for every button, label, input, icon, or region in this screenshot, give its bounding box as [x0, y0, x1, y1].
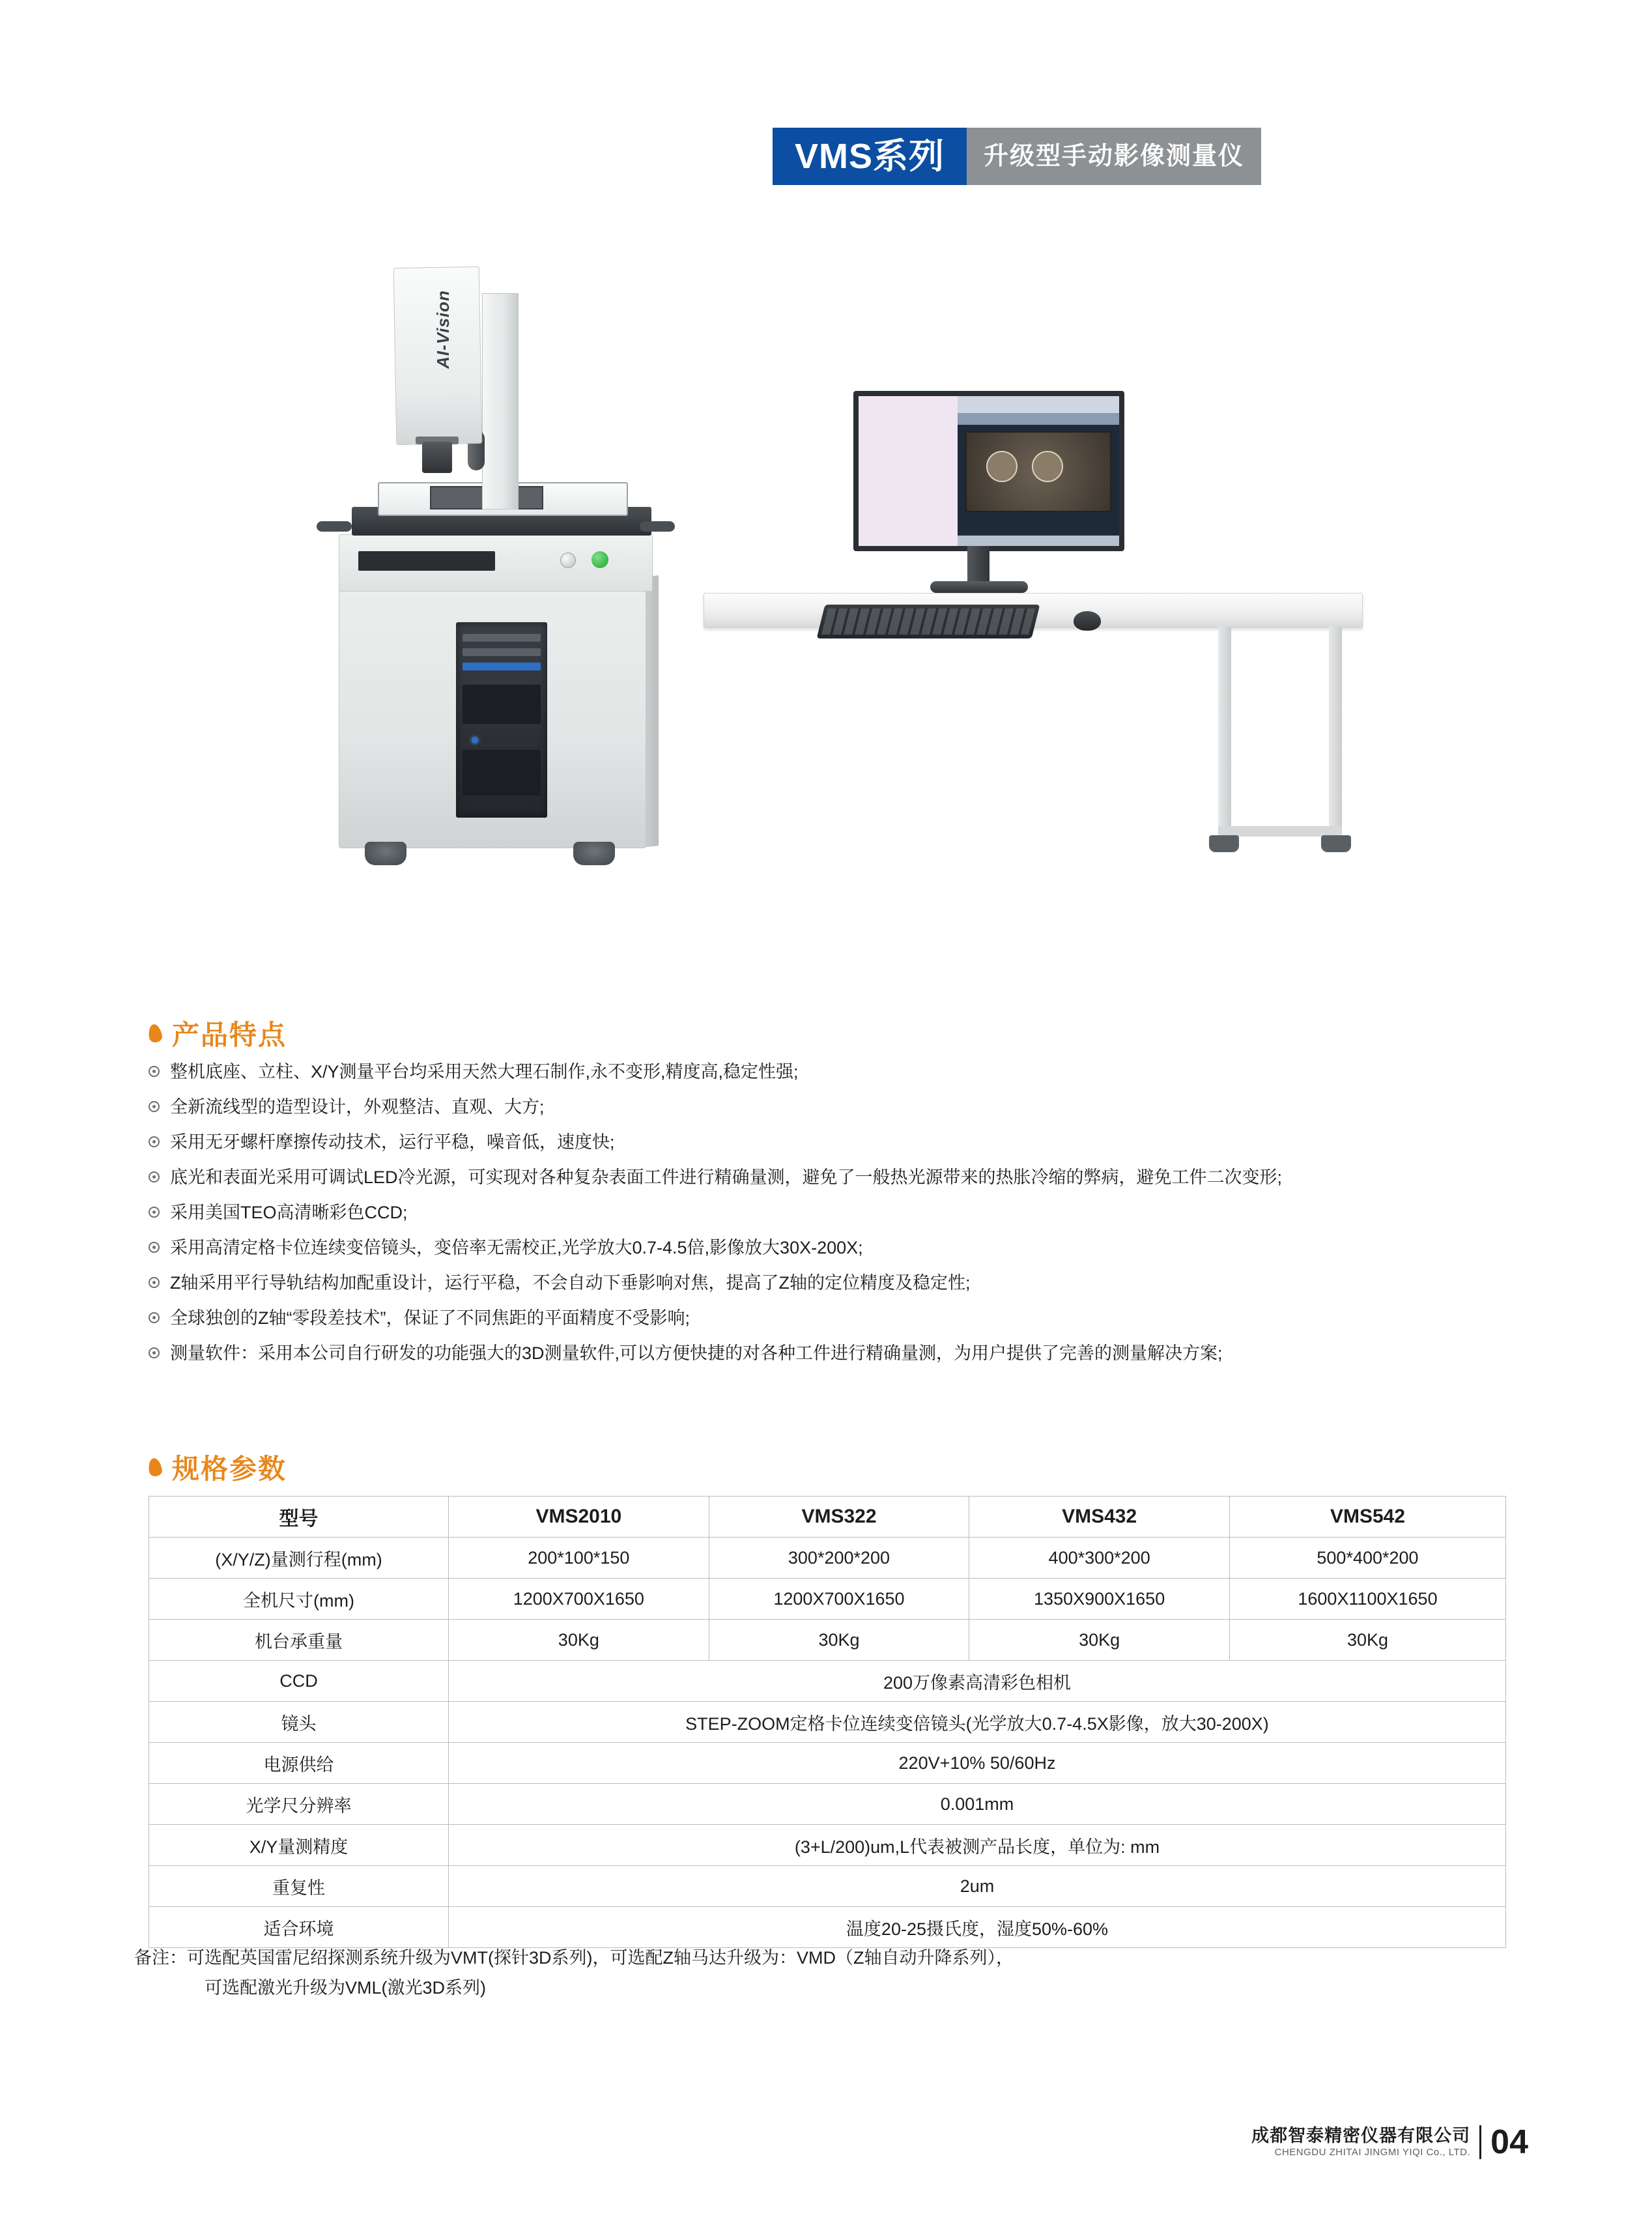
software-toolbar	[958, 396, 1119, 413]
row-label: 全机尺寸(mm)	[149, 1579, 449, 1620]
list-item	[149, 1195, 1556, 1230]
footer-divider	[1479, 2125, 1481, 2159]
software-left-panel	[859, 396, 958, 546]
pc-mesh-panel	[463, 685, 541, 724]
software-status-bar	[958, 536, 1119, 546]
row-label: X/Y量测精度	[149, 1825, 449, 1866]
series-subtitle: 升级型手动影像测量仪	[967, 128, 1261, 185]
column-header: VMS542	[1229, 1497, 1505, 1538]
cell-value: 1350X900X1650	[969, 1579, 1230, 1620]
table-row	[149, 1579, 1506, 1620]
measured-circle	[1032, 451, 1063, 482]
product-photo	[339, 195, 1355, 977]
machine-foot-right	[573, 842, 615, 865]
control-panel-strip	[358, 551, 495, 571]
keyboard-keys	[821, 609, 1035, 635]
series-title: VMS系列	[773, 128, 967, 185]
cell-value: (3+L/200)um,L代表被测产品长度，单位为: mm	[449, 1825, 1506, 1866]
cell-value: 500*400*200	[1229, 1538, 1505, 1579]
row-label: 镜头	[149, 1702, 449, 1743]
column-header: VMS322	[709, 1497, 969, 1538]
pc-power-led	[472, 737, 478, 743]
cell-value: 0.001mm	[449, 1784, 1506, 1825]
table-header-row	[149, 1497, 1506, 1538]
stage-knob-right	[640, 521, 675, 532]
pc-lower-panel	[463, 750, 541, 796]
row-label: 电源供给	[149, 1743, 449, 1784]
ring-bullet-icon	[149, 1171, 160, 1182]
cell-value: 30Kg	[449, 1620, 709, 1661]
ring-bullet-icon	[149, 1242, 160, 1253]
ring-bullet-icon	[149, 1207, 160, 1218]
cell-value: 220V+10% 50/60Hz	[449, 1743, 1506, 1784]
company-name-cn: 成都智泰精密仪器有限公司	[1251, 2125, 1471, 2145]
feature-text: 底光和表面光采用可调试LED冷光源，可实现对各种复杂表面工件进行精确量测，避免了一般热光源带来的热胀冷缩的弊病，避免工件二次变形;	[170, 1168, 1283, 1187]
desk-foot-left	[1209, 835, 1239, 852]
cell-value: 1600X1100X1650	[1229, 1579, 1505, 1620]
list-item	[149, 1160, 1556, 1195]
specs-note	[134, 1943, 1502, 2003]
feature-text: 测量软件：采用本公司自行研发的功能强大的3D测量软件,可以方便快捷的对各种工件进行精确量测，为用户提供了完善的测量解决方案;	[170, 1343, 1223, 1363]
ring-bullet-icon	[149, 1101, 160, 1112]
software-live-image	[965, 431, 1111, 512]
specifications-table	[149, 1496, 1506, 1948]
cell-value: 30Kg	[1229, 1620, 1505, 1661]
features-title-text: 产品特点	[172, 1020, 287, 1050]
cell-value: 200万像素高清彩色相机	[449, 1661, 1506, 1702]
row-label: 重复性	[149, 1866, 449, 1907]
cell-value: 300*200*200	[709, 1538, 969, 1579]
measured-circle	[986, 451, 1018, 482]
table-row	[149, 1538, 1506, 1579]
company-block	[1251, 2125, 1470, 2160]
cell-value: 2um	[449, 1866, 1506, 1907]
table-row	[149, 1784, 1506, 1825]
row-label: 光学尺分辨率	[149, 1784, 449, 1825]
column-header: VMS2010	[449, 1497, 709, 1538]
drop-icon	[147, 1023, 164, 1043]
feature-text: 采用美国TEO高清晰彩色CCD;	[170, 1203, 408, 1222]
ring-bullet-icon	[149, 1277, 160, 1288]
ring-bullet-icon	[149, 1312, 160, 1323]
pc-tower	[456, 622, 547, 818]
feature-text: Z轴采用平行导轨结构加配重设计，运行平稳，不会自动下垂影响对焦，提高了Z轴的定位精度及稳定性;	[170, 1273, 971, 1293]
table-row	[149, 1661, 1506, 1702]
list-item	[149, 1336, 1556, 1371]
list-item	[149, 1054, 1556, 1089]
cell-value: 1200X700X1650	[709, 1579, 969, 1620]
list-item	[149, 1125, 1556, 1160]
feature-text: 全球独创的Z轴“零段差技术”，保证了不同焦距的平面精度不受影响;	[170, 1308, 690, 1328]
stage-knob-left	[317, 521, 352, 532]
specs-section-title	[149, 1448, 287, 1487]
control-knob	[560, 552, 576, 568]
monitor-stand-base	[930, 581, 1028, 593]
page-number: 04	[1490, 2123, 1528, 2161]
machine-foot-left	[365, 842, 406, 865]
mouse	[1074, 611, 1101, 631]
company-name-en: CHENGDU ZHITAI JINGMI YIQI Co., LTD.	[1274, 2147, 1471, 2158]
column-header: VMS432	[969, 1497, 1230, 1538]
ring-bullet-icon	[149, 1136, 160, 1147]
desk-leg-right	[1329, 627, 1342, 842]
feature-text: 整机底座、立柱、X/Y测量平台均采用天然大理石制作,永不变形,精度高,稳定性强;	[170, 1062, 799, 1082]
software-secondary-toolbar	[958, 413, 1119, 425]
column-header: 型号	[149, 1497, 449, 1538]
note-line-1: 备注：可选配英国雷尼绍探测系统升级为VMT(探针3D系列)，可选配Z轴马达升级为：VMD（Z轴自动升降系列），	[134, 1948, 1014, 1968]
table-row	[149, 1620, 1506, 1661]
ring-bullet-icon	[149, 1347, 160, 1358]
power-button-green	[591, 551, 608, 568]
cell-value: 温度20-25摄氏度，湿度50%-60%	[449, 1907, 1506, 1948]
row-label: CCD	[149, 1661, 449, 1702]
pc-drive-bay	[463, 634, 541, 642]
cell-value: 30Kg	[709, 1620, 969, 1661]
page-header-banner	[773, 128, 1261, 185]
row-label: 机台承重量	[149, 1620, 449, 1661]
features-section-title	[149, 1014, 287, 1053]
cell-value: 200*100*150	[449, 1538, 709, 1579]
table-row	[149, 1825, 1506, 1866]
desk-foot-right	[1321, 835, 1351, 852]
feature-text: 采用无牙螺杆摩擦传动技术，运行平稳，噪音低，速度快;	[170, 1132, 615, 1152]
zoom-lens	[422, 442, 452, 473]
list-item	[149, 1089, 1556, 1125]
feature-text: 全新流线型的造型设计，外观整洁、直观、大方;	[170, 1097, 545, 1117]
machine-column	[482, 293, 519, 509]
table-row	[149, 1743, 1506, 1784]
drop-icon	[147, 1457, 164, 1477]
pc-drive-bay	[463, 648, 541, 656]
keyboard	[817, 605, 1040, 638]
table-row	[149, 1866, 1506, 1907]
list-item	[149, 1230, 1556, 1265]
list-item	[149, 1300, 1556, 1336]
note-line-2: 可选配激光升级为VML(激光3D系列)	[205, 1978, 487, 1998]
cell-value: 400*300*200	[969, 1538, 1230, 1579]
monitor-stand-neck	[967, 546, 990, 584]
features-list	[149, 1054, 1556, 1371]
desk-leg-left	[1218, 627, 1231, 842]
ring-bullet-icon	[149, 1066, 160, 1077]
feature-text: 采用高清定格卡位连续变倍镜头，变倍率无需校正,光学放大0.7-4.5倍,影像放大30X-200X;	[170, 1238, 863, 1257]
row-label: (X/Y/Z)量测行程(mm)	[149, 1538, 449, 1579]
table-row	[149, 1702, 1506, 1743]
row-label: 适合环境	[149, 1907, 449, 1948]
page-footer	[1251, 2125, 1528, 2160]
cell-value: 1200X700X1650	[449, 1579, 709, 1620]
machine-brand-label: AI-Vision	[433, 290, 453, 369]
monitor-screen	[853, 391, 1124, 551]
specs-title-text: 规格参数	[172, 1454, 287, 1484]
list-item	[149, 1265, 1556, 1300]
table-row	[149, 1907, 1506, 1948]
pc-front-panel	[463, 663, 541, 670]
cell-value: 30Kg	[969, 1620, 1230, 1661]
cell-value: STEP-ZOOM定格卡位连续变倍镜头(光学放大0.7-4.5X影像，放大30-200X)	[449, 1702, 1506, 1743]
